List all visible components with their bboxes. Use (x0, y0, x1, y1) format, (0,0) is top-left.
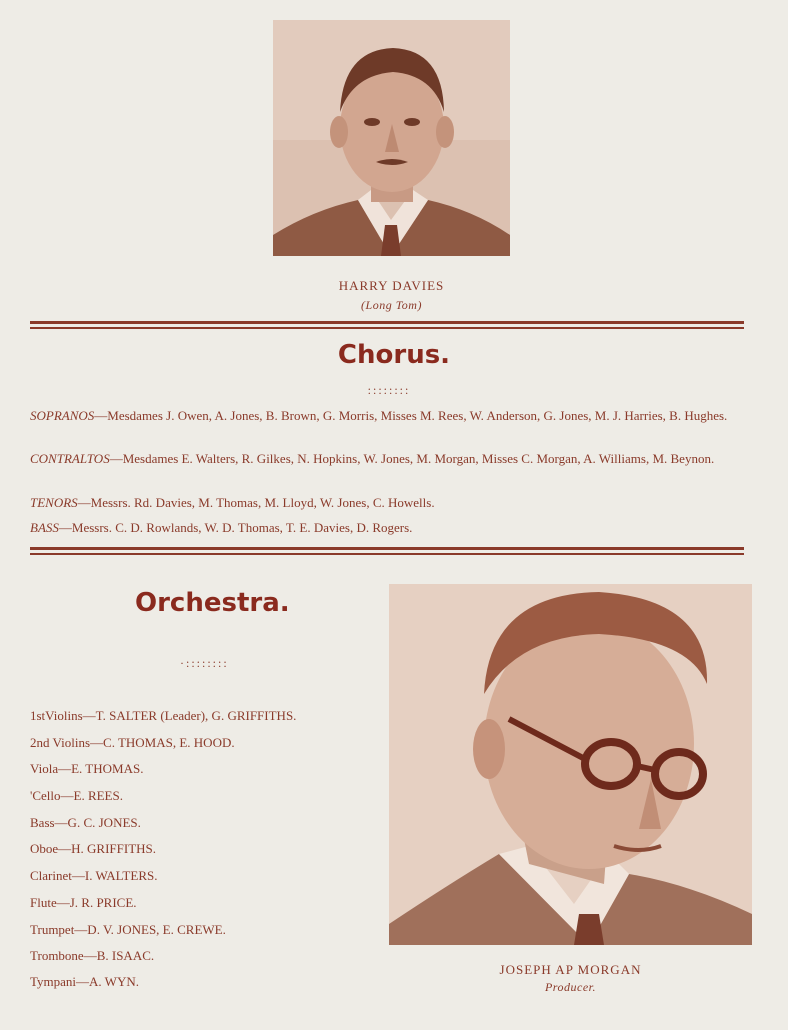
part-members: —Messrs. C. D. Rowlands, W. D. Thomas, T. E. Davies, D. Rogers. (58, 520, 413, 535)
top-photo-name: HARRY DAVIES (338, 278, 445, 293)
orchestra-item: 2nd Violins—C. THOMAS, E. HOOD. (30, 735, 235, 750)
chorus-heading: Chorus. (337, 340, 451, 370)
orchestra-item: Flute—J. R. PRICE. (30, 895, 137, 910)
orchestra-item: Trombone—B. ISAAC. (30, 948, 155, 963)
orchestra-item: Clarinet—I. WALTERS. (30, 868, 158, 883)
orchestra-item: Trumpet—D. V. JONES, E. CREWE. (30, 922, 226, 937)
bottom-photo-role: Producer. (544, 980, 597, 994)
part-label: TENORS (30, 495, 78, 510)
portrait-image (389, 584, 752, 945)
orchestra-item: Viola—E. THOMAS. (30, 761, 144, 776)
part-label: SOPRANOS (30, 408, 95, 423)
part-members: —Mesdames J. Owen, A. Jones, B. Brown, G. Morris, Misses M. Rees, W. Anderson, G. Jones, M. J. Harries, B. Hughes. (94, 408, 728, 423)
chorus-sopranos (30, 407, 752, 424)
chorus-contraltos (30, 450, 752, 467)
orchestra-heading: Orchestra. (135, 588, 290, 618)
chorus-tenors (30, 494, 752, 511)
orchestra-item: 1stViolins—T. SALTER (Leader), G. GRIFFITHS. (30, 708, 297, 723)
chorus-dots: :::::::: (367, 383, 411, 397)
portrait-joseph-ap-morgan (389, 584, 752, 945)
divider-middle (30, 547, 744, 555)
bottom-photo-caption (389, 962, 752, 995)
orchestra-item: 'Cello—E. REES. (30, 788, 123, 803)
orchestra-item: Tympani—A. WYN. (30, 974, 139, 989)
portrait-image (273, 20, 510, 256)
part-label: BASS (30, 520, 59, 535)
portrait-harry-davies (273, 20, 510, 256)
part-label: CONTRALTOS (30, 451, 110, 466)
orchestra-item: Bass—G. C. JONES. (30, 815, 141, 830)
bottom-photo-name: JOSEPH AP MORGAN (499, 962, 642, 977)
part-members: —Mesdames E. Walters, R. Gilkes, N. Hopkins, W. Jones, M. Morgan, Misses C. Morgan, A. Williams, M. Beynon. (109, 451, 715, 466)
orchestra-dots: ·:::::::: (180, 656, 229, 670)
chorus-bass (30, 519, 752, 536)
top-photo-caption (273, 278, 510, 313)
top-photo-role: (Long Tom) (361, 298, 422, 312)
part-members: —Messrs. Rd. Davies, M. Thomas, M. Lloyd, W. Jones, C. Howells. (77, 495, 435, 510)
orchestra-item: Oboe—H. GRIFFITHS. (30, 841, 157, 856)
divider-top (30, 321, 744, 329)
